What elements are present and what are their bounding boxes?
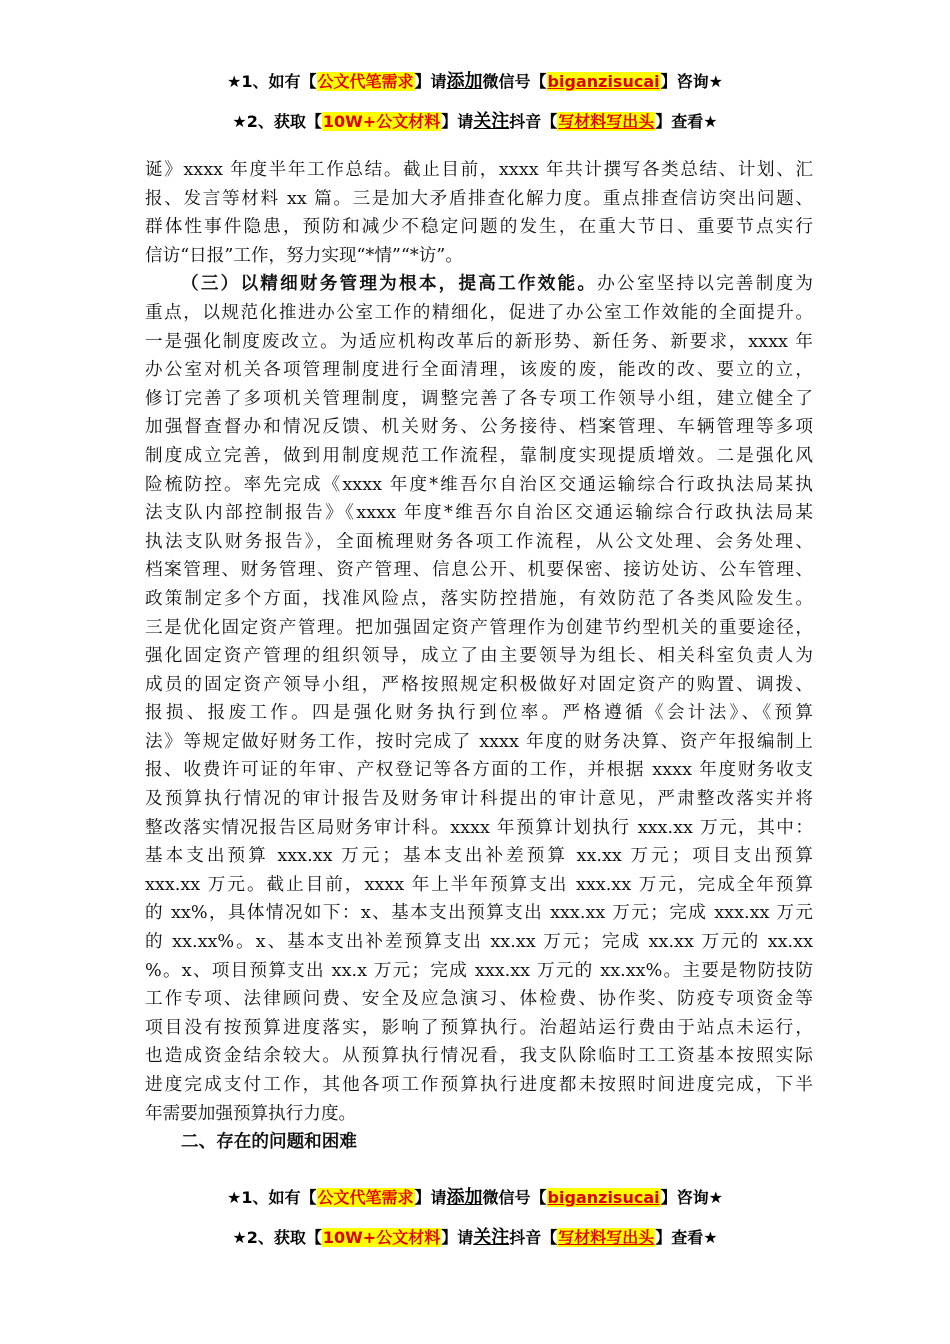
body-line: 修订完善了多项机关管理制度，调整完善了各专项工作领导小组，建立健全了	[145, 388, 813, 409]
body-line: 制度成立完善，做到用制度规范工作流程，靠制度实现提质增效。二是强化风	[145, 445, 813, 466]
body-line: 整改落实情况报告区局财务审计科。xxxx 年预算计划执行 xxx.xx 万元，其中：	[145, 817, 813, 838]
body-line: 法支队内部控制报告》《xxxx 年度*维吾尔自治区交通运输综合行政执法局某	[145, 503, 813, 524]
body-line: 进度完成支付工作，其他各项工作预算执行进度都未按照时间进度完成，下半	[145, 1075, 813, 1095]
promo-banner-line-1-bottom	[0, 1186, 950, 1210]
banner-text: 】咨询★	[660, 1188, 723, 1207]
banner-text: 】咨询★	[660, 72, 723, 91]
body-line: 政策制定多个方面，找准风险点，落实防控措施，有效防范了各类风险发生。	[145, 588, 813, 609]
banner-text: 】请	[414, 72, 447, 91]
body-line: %。x、项目预算支出 xx.x 万元；完成 xxx.xx 万元的 xx.xx%。主要是物防技防	[145, 960, 813, 981]
body-line: 报损、报废工作。四是强化财务执行到位率。严格遵循《会计法》、《预算	[145, 703, 813, 724]
banner-text: 】请	[441, 1228, 474, 1247]
banner-text: ★2、获取【	[232, 1228, 322, 1247]
highlight-ghostwriting: 公文代笔需求	[317, 72, 414, 91]
body-line: 强化固定资产管理的组织领导，成立了由主要领导为组长、相关科室负责人为	[145, 646, 813, 667]
body-line: 也造成资金结余较大。从预算执行情况看，我支队除临时工工资基本按照实际	[145, 1046, 813, 1067]
douyin-account-link[interactable]: 写材料写出头	[558, 1228, 655, 1247]
paragraph-3-heading: （三）以精细财务管理为根本，提高工作效能。	[181, 274, 598, 295]
body-line: 诞》xxxx 年度半年工作总结。截止目前，xxxx 年共计撰写各类总结、计划、汇	[145, 160, 813, 180]
body-line: 执法支队财务报告》，全面梳理财务各项工作流程，从公文处理、会务处理、	[145, 531, 813, 552]
underlined-add: 添加	[446, 1187, 483, 1208]
underlined-follow: 关注	[473, 1227, 510, 1248]
paragraph-3-first-line	[145, 270, 813, 299]
body-line: 工作专项、法律顾问费、安全及应急演习、体检费、协作奖、防疫专项资金等	[145, 989, 813, 1010]
banner-text: 微信号【	[482, 72, 547, 91]
banner-text: 抖音【	[509, 1228, 558, 1247]
body-line: 报、发言等材料 xx 篇。三是加大矛盾排查化解力度。重点排查信访突出问题、	[145, 188, 813, 209]
douyin-account-link[interactable]: 写材料写出头	[558, 112, 655, 131]
body-line: 三是优化固定资产管理。把加强固定资产管理作为创建节约型机关的重要途径，	[145, 617, 813, 638]
body-line: 年需要加强预算执行力度。	[145, 1103, 357, 1124]
banner-text: 】查看★	[655, 112, 718, 131]
section-2-heading: 二、存在的问题和困难	[181, 1132, 357, 1153]
banner-text: 】请	[441, 112, 474, 131]
highlight-materials: 10W+公文材料	[322, 1228, 441, 1247]
promo-banner-line-2-bottom	[0, 1226, 950, 1250]
body-line: 信访“日报”工作，努力实现“*情”“*访”。	[145, 245, 463, 266]
body-line: 险梳防控。率先完成《xxxx 年度*维吾尔自治区交通运输综合行政执法局某执	[145, 474, 813, 495]
banner-text: 】查看★	[655, 1228, 718, 1247]
body-line: 加强督查督办和情况反馈、机关财务、公务接待、档案管理、车辆管理等多项	[145, 417, 813, 438]
body-line: 法》等规定做好财务工作，按时完成了 xxxx 年度的财务决算、资产年报编制上	[145, 731, 813, 752]
body-line: 成员的固定资产领导小组，严格按照规定积极做好对固定资产的购置、调拨、	[145, 674, 813, 695]
banner-text: ★1、如有【	[227, 72, 317, 91]
promo-banner-line-1	[0, 70, 950, 94]
banner-text: 】请	[414, 1188, 447, 1207]
underlined-add: 添加	[446, 71, 483, 92]
body-line: 报、收费许可证的年审、产权登记等各方面的工作，并根据 xxxx 年度财务收支	[145, 760, 813, 781]
body-line: 重点，以规范化推进办公室工作的精细化，促进了办公室工作效能的全面提升。	[145, 302, 813, 323]
paragraph-3-lead: 办公室坚持以完善制度为	[597, 274, 813, 295]
banner-text: ★1、如有【	[227, 1188, 317, 1207]
body-line: xxx.xx 万元。截止目前，xxxx 年上半年预算支出 xxx.xx 万元，完成全年预算	[145, 874, 813, 895]
body-line: 的 xx%，具体情况如下：x、基本支出预算支出 xxx.xx 万元；完成 xxx.xx 万元	[145, 903, 813, 924]
document-body	[145, 156, 813, 1157]
body-line: 群体性事件隐患，预防和减少不稳定问题的发生，在重大节日、重要节点实行	[145, 217, 813, 238]
underlined-follow: 关注	[473, 111, 510, 132]
body-line: 及预算执行情况的审计报告及财务审计科提出的审计意见，严肃整改落实并将	[145, 789, 813, 810]
body-line: 基本支出预算 xxx.xx 万元；基本支出补差预算 xx.xx 万元；项目支出预算	[145, 846, 813, 867]
wechat-id-link[interactable]: biganzisucai	[547, 72, 660, 91]
body-line: 办公室对机关各项管理制度进行全面清理，该废的废，能改的改、要立的立，	[145, 360, 813, 381]
banner-text: ★2、获取【	[232, 112, 322, 131]
body-line: 一是强化制度废改立。为适应机构改革后的新形势、新任务、新要求，xxxx 年	[145, 331, 813, 352]
body-line: 项目没有按预算进度落实，影响了预算执行。治超站运行费由于站点未运行，	[145, 1017, 813, 1038]
promo-banner-line-2	[0, 110, 950, 134]
highlight-materials: 10W+公文材料	[322, 112, 441, 131]
banner-text: 抖音【	[509, 112, 558, 131]
body-line: 的 xx.xx%。x、基本支出补差预算支出 xx.xx 万元；完成 xx.xx 万元的 xx.xx	[145, 932, 813, 953]
body-line: 档案管理、财务管理、资产管理、信息公开、机要保密、接访处访、公车管理、	[145, 560, 813, 581]
wechat-id-link[interactable]: biganzisucai	[547, 1188, 660, 1207]
highlight-ghostwriting: 公文代笔需求	[317, 1188, 414, 1207]
banner-text: 微信号【	[482, 1188, 547, 1207]
